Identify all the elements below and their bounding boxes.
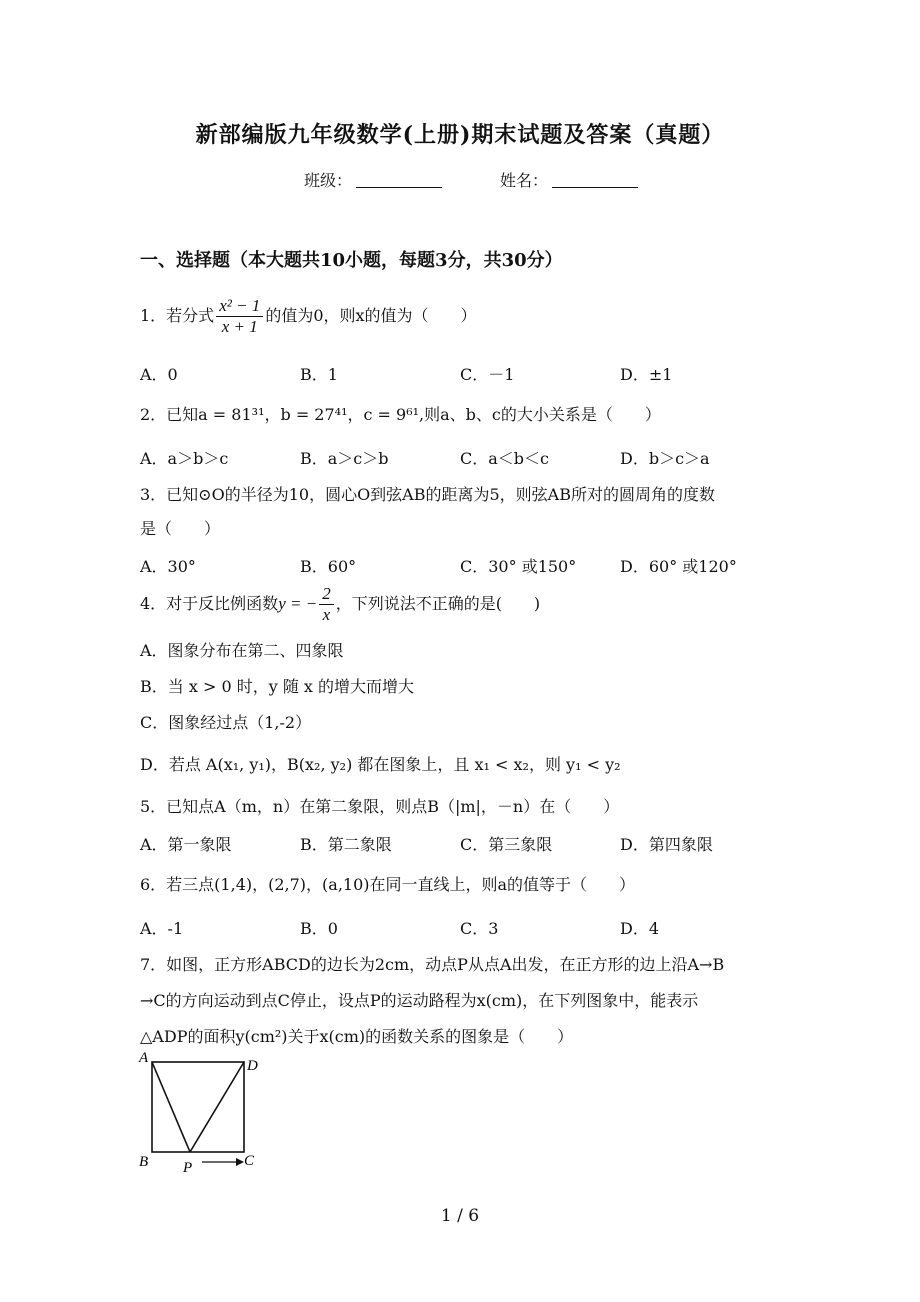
name-blank: [552, 173, 638, 188]
q1-suffix: 的值为0，则x的值为（ ）: [265, 306, 477, 325]
name-field: [500, 168, 638, 191]
section-heading: 一、选择题（本大题共10小题，每题3分，共30分）: [140, 250, 563, 271]
q4-prefix: 4．对于反比例函数: [140, 594, 279, 613]
motion-arrow-head: [236, 1158, 244, 1166]
q1-option-a: A．0: [140, 365, 178, 384]
question-1: [140, 296, 477, 337]
q4-func-lhs: y = −: [278, 594, 318, 613]
q2-option-d: D．b＞c＞a: [620, 449, 710, 468]
q6-option-c: C．3: [460, 919, 499, 938]
question-3-line1: 3．已知⊙O的半径为10，圆心O到弦AB的距离为5，则弦AB所对的圆周角的度数: [140, 485, 715, 504]
question-2: 2．已知a = 81³¹，b = 27⁴¹，c = 9⁶¹,则a、b、c的大小关系是（ ）: [140, 405, 661, 424]
q4-suffix: ，下列说法不正确的是( ): [335, 594, 541, 613]
q5-option-b: B．第二象限: [300, 835, 392, 854]
question-7-line2: →C的方向运动到点C停止，设点P的运动路程为x(cm)，在下列图象中，能表示: [140, 991, 699, 1010]
q4-option-b: B．当 x > 0 时，y 随 x 的增大而增大: [140, 677, 415, 696]
segment-dp: [190, 1062, 244, 1152]
segment-ap: [152, 1062, 190, 1152]
q1-option-b: B．1: [300, 365, 338, 384]
square-figure: [130, 1046, 270, 1176]
page-number: 1 / 6: [440, 1206, 480, 1226]
question-3-line2: 是（ ）: [140, 519, 221, 538]
page-title: 新部编版九年级数学(上册)期末试题及答案（真题）: [195, 122, 725, 148]
question-7-line3: △ADP的面积y(cm²)关于x(cm)的函数关系的图象是（ ）: [140, 1027, 574, 1046]
question-7-line1: 7．如图，正方形ABCD的边长为2cm，动点P从点A出发，在正方形的边上沿A→B: [140, 955, 725, 974]
name-label: 姓名：: [500, 171, 549, 190]
q1-prefix: 1．若分式: [140, 306, 215, 325]
q2-option-a: A．a＞b＞c: [140, 449, 229, 468]
q6-option-d: D．4: [620, 919, 660, 938]
q6-option-b: B．0: [300, 919, 338, 938]
q2-option-c: C．a＜b＜c: [460, 449, 549, 468]
q1-frac-num: x² − 1: [216, 296, 263, 317]
q5-option-c: C．第三象限: [460, 835, 553, 854]
q3-option-b: B．60°: [300, 557, 357, 576]
label-c: C: [244, 1153, 255, 1169]
question-4: [140, 584, 540, 625]
q6-option-a: A．-1: [140, 919, 184, 938]
q1-frac-den: x + 1: [221, 317, 258, 336]
q4-frac-num: 2: [319, 584, 334, 605]
label-p: P: [183, 1160, 193, 1176]
q1-fraction: [216, 296, 263, 337]
q4-option-c: C．图象经过点（1,-2）: [140, 713, 312, 732]
q1-option-d: D．±1: [620, 365, 673, 384]
question-6: 6．若三点(1,4)，(2,7)，(a,10)在同一直线上，则a的值等于（ ）: [140, 875, 636, 894]
q3-option-a: A．30°: [140, 557, 196, 576]
q4-fraction: [319, 584, 334, 625]
q3-option-c: C．30° 或150°: [460, 557, 577, 576]
q5-option-d: D．第四象限: [620, 835, 713, 854]
label-b: B: [139, 1154, 149, 1170]
label-d: D: [247, 1058, 258, 1074]
q1-option-c: C．－1: [460, 365, 515, 384]
class-label: 班级：: [304, 171, 353, 190]
question-5: 5．已知点A（m，n）在第二象限，则点B（|m|，－n）在（ ）: [140, 797, 620, 816]
q5-option-a: A．第一象限: [140, 835, 232, 854]
label-a: A: [139, 1050, 149, 1066]
q3-option-d: D．60° 或120°: [620, 557, 737, 576]
q2-option-b: B．a＞c＞b: [300, 449, 389, 468]
class-field: [304, 168, 442, 191]
class-blank: [356, 173, 442, 188]
q4-option-d: D．若点 A(x₁, y₁)，B(x₂, y₂) 都在图象上，且 x₁ < x₂，则 y₁ < y₂: [140, 755, 621, 774]
q4-frac-den: x: [322, 605, 331, 624]
q4-option-a: A．图象分布在第二、四象限: [140, 641, 344, 660]
